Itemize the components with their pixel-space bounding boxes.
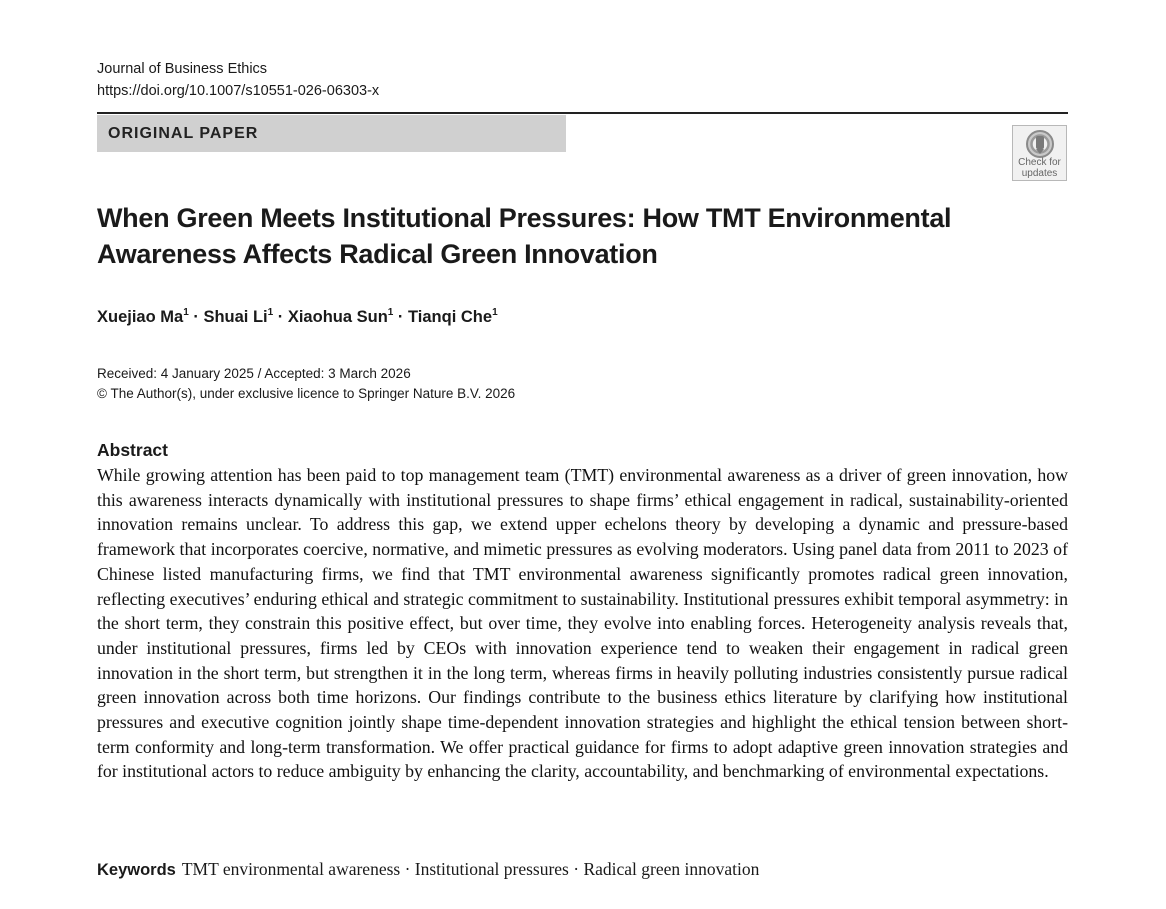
author-name[interactable]: Tianqi Che <box>408 308 493 326</box>
author-separator: · <box>273 308 288 326</box>
check-for-updates-line1: Check for <box>1018 157 1061 168</box>
check-for-updates-line2: updates <box>1021 167 1058 179</box>
keywords-text: TMT environmental awareness · Institutional pressures · Radical green innovation <box>181 859 760 879</box>
received-accepted-dates: Received: 4 January 2025 / Accepted: 3 March 2026 <box>97 366 411 381</box>
paper-title-line1: When Green Meets Institutional Pressures: How TMT Environmental <box>97 203 952 233</box>
author-name[interactable]: Shuai Li <box>203 308 268 326</box>
doi-link[interactable]: https://doi.org/10.1007/s10551-026-06303-x <box>97 83 380 99</box>
paper-title-line2: Awareness Affects Radical Green Innovation <box>97 239 658 269</box>
author-separator: · <box>188 308 204 326</box>
keywords-section <box>97 857 759 882</box>
author-name[interactable]: Xiaohua Sun <box>287 308 388 326</box>
publication-dates <box>97 364 515 404</box>
author-affiliation: 1 <box>387 307 394 318</box>
author-affiliation: 1 <box>492 307 498 318</box>
crossmark-icon <box>1025 129 1055 159</box>
author-affiliation: 1 <box>183 307 189 318</box>
header-rule <box>97 112 1068 114</box>
check-for-updates-label <box>1013 158 1066 179</box>
keywords-label: Keywords <box>97 861 176 879</box>
author-list <box>97 305 498 329</box>
abstract-text: While growing attention has been paid to top management team (TMT) environmental awareness as a driver of green innovation, how this awareness interacts dynamically with institutional pressures to shape firms’ ethical engagement in radical, sustainability-oriented innovation remains unclear. To address this gap, we extend upper echelons theory by developing a dynamic and pressure-based framework that incorporates coercive, normative, and mimetic pressures as evolving moderators. Using panel data from 2011 to 2023 of Chinese listed manufacturing firms, we find that TMT environmental awareness significantly promotes radical green innovation, reflecting executives’ enduring ethical and strategic commitment to sustainability. Institutional pressures exhibit temporal asymmetry: in the short term, they constrain this positive effect, but over time, they evolve into enabling forces. Heterogeneity analysis reveals that, under institutional pressures, firms led by CEOs with innovation experience tend to weaken their engagement in radical green innovation in the short term, but strengthen it in the long term, whereas firms in heavily polluting industries consistently pursue radical green innovation across both time horizons. Our findings contribute to the business ethics literature by clarifying how institutional pressures and executive cognition jointly shape time-dependent innovation strategies and highlight the ethical tension between short-term conformity and long-term transformation. We offer practical guidance for firms to adopt adaptive green innovation strategies and for institutional actors to reduce ambiguity by enhancing the clarity, accountability, and benchmarking of environmental expectations. <box>97 465 1068 782</box>
abstract-heading: Abstract <box>97 440 168 460</box>
author-separator: · <box>393 308 409 326</box>
check-for-updates-badge[interactable] <box>1012 125 1067 181</box>
journal-name: Journal of Business Ethics <box>97 61 268 77</box>
paper-title <box>97 200 1057 272</box>
copyright-notice: © The Author(s), under exclusive licence to Springer Nature B.V. 2026 <box>97 386 516 401</box>
author-affiliation: 1 <box>267 307 274 318</box>
author-name[interactable]: Xuejiao Ma <box>97 308 184 326</box>
article-type-banner: ORIGINAL PAPER <box>97 115 566 152</box>
journal-header <box>97 58 379 102</box>
